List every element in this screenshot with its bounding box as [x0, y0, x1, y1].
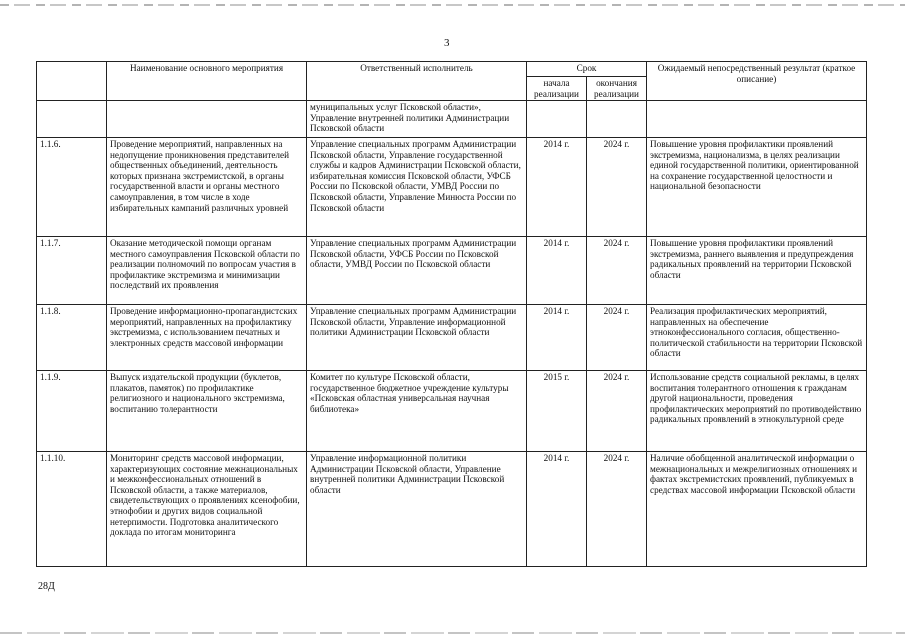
header-num-cell — [37, 62, 107, 101]
document-footer-code: 28Д — [38, 581, 55, 592]
table-row — [37, 371, 867, 452]
cell-executor: Управление специальных программ Администрации Псковской области, Управление государственной службы и кадров Администрации Псковской области, избирательная комиссия Псковской области, УФСБ России по Псковской области, УМВД России по Псковской области, Управление Минюста России по Псковской области — [307, 138, 527, 237]
cell-num: 1.1.10. — [37, 452, 107, 567]
page-number: 3 — [444, 37, 450, 49]
cell-result: Повышение уровня профилактики проявлений экстремизма, раннего выявления и предупреждения радикальных проявлений на территории Псковской области — [647, 237, 867, 305]
cell-start: 2014 г. — [527, 138, 587, 237]
cell-executor: Комитет по культуре Псковской области, государственное бюджетное учреждение культуры «Псковская областная универсальная научная библиотека» — [307, 371, 527, 452]
table-row — [37, 452, 867, 567]
cell-executor: Управление информационной политики Администрации Псковской области, Управление внутренней политики Администрации Псковской области — [307, 452, 527, 567]
cell-name: Оказание методической помощи органам местного самоуправления Псковской области по реализации полномочий по вопросам участия в профилактике экстремизма и минимизации последствий их проявления — [107, 237, 307, 305]
measures-table — [36, 61, 867, 567]
header-name: Наименование основного мероприятия — [107, 62, 307, 101]
cell-end: 2024 г. — [587, 371, 647, 452]
cell-start: 2014 г. — [527, 305, 587, 371]
cell-result: Повышение уровня профилактики проявлений экстремизма, национализма, в целях реализации единой государственной политики, ориентированной на сохранение государственной целостности и национальной безопасности — [647, 138, 867, 237]
table-row — [37, 305, 867, 371]
cell-result — [647, 101, 867, 138]
cell-executor: Управление специальных программ Администрации Псковской области, Управление информационной политики Администрации Псковской области — [307, 305, 527, 371]
scan-edge-top — [0, 4, 905, 6]
table-row — [37, 237, 867, 305]
cell-executor: Управление специальных программ Администрации Псковской области, УФСБ России по Псковской области, УМВД России по Псковской области — [307, 237, 527, 305]
cell-num: 1.1.6. — [37, 138, 107, 237]
cell-num: 1.1.9. — [37, 371, 107, 452]
cell-result: Наличие обобщенной аналитической информации о межнациональных и межрелигиозных отношениях и фактах экстремистских проявлений, публикуемых в средствах массовой информации Псковской области — [647, 452, 867, 567]
cell-num: 1.1.8. — [37, 305, 107, 371]
cell-name: Мониторинг средств массовой информации, характеризующих состояние межнациональных и межконфессиональных отношений в Псковской области, а также материалов, свидетельствующих о проявлениях ксенофобии, этнофобии и других видов социальной нетерпимости. Подготовка аналитического доклада по итогам мониторинга — [107, 452, 307, 567]
cell-end: 2024 г. — [587, 237, 647, 305]
cell-end: 2024 г. — [587, 305, 647, 371]
cell-start: 2014 г. — [527, 237, 587, 305]
cell-start — [527, 101, 587, 138]
cell-name — [107, 101, 307, 138]
header-result: Ожидаемый непосредственный результат (краткое описание) — [647, 62, 867, 101]
table-row — [37, 138, 867, 237]
cell-end — [587, 101, 647, 138]
cell-num — [37, 101, 107, 138]
cell-end: 2024 г. — [587, 138, 647, 237]
cell-start: 2015 г. — [527, 371, 587, 452]
header-term: Срок — [527, 62, 647, 77]
cell-name: Проведение информационно-пропагандистских мероприятий, направленных на профилактику экстремизма, с использованием печатных и электронных средств массовой информации — [107, 305, 307, 371]
cell-num: 1.1.7. — [37, 237, 107, 305]
table-header-row — [37, 62, 867, 77]
cell-start: 2014 г. — [527, 452, 587, 567]
cell-end: 2024 г. — [587, 452, 647, 567]
table-row-continuation — [37, 101, 867, 138]
header-end: окончания реализации — [587, 77, 647, 101]
header-start: начала реализации — [527, 77, 587, 101]
cell-result: Использование средств социальной рекламы, в целях воспитания толерантного отношения к гражданам другой национальности, проведения профилактических мероприятий по противодействию радикальных проявлений в этнокультурной среде — [647, 371, 867, 452]
cell-name: Проведение мероприятий, направленных на недопущение проникновения представителей общественных объединений, деятельность которых признана экстремистской, в органы государственной власти и органы местного самоуправления, в том числе в ходе избирательных кампаний различных уровней — [107, 138, 307, 237]
header-executor: Ответственный исполнитель — [307, 62, 527, 101]
cell-executor: муниципальных услуг Псковской области», Управление внутренней политики Администрации Псковской области — [307, 101, 527, 138]
scan-edge-bottom — [0, 632, 905, 634]
cell-name: Выпуск издательской продукции (буклетов, плакатов, памяток) по профилактике религиозного и национального экстремизма, воспитанию толерантности — [107, 371, 307, 452]
cell-result: Реализация профилактических мероприятий, направленных на обеспечение этноконфессионального согласия, общественно-политической стабильности на территории Псковской области — [647, 305, 867, 371]
